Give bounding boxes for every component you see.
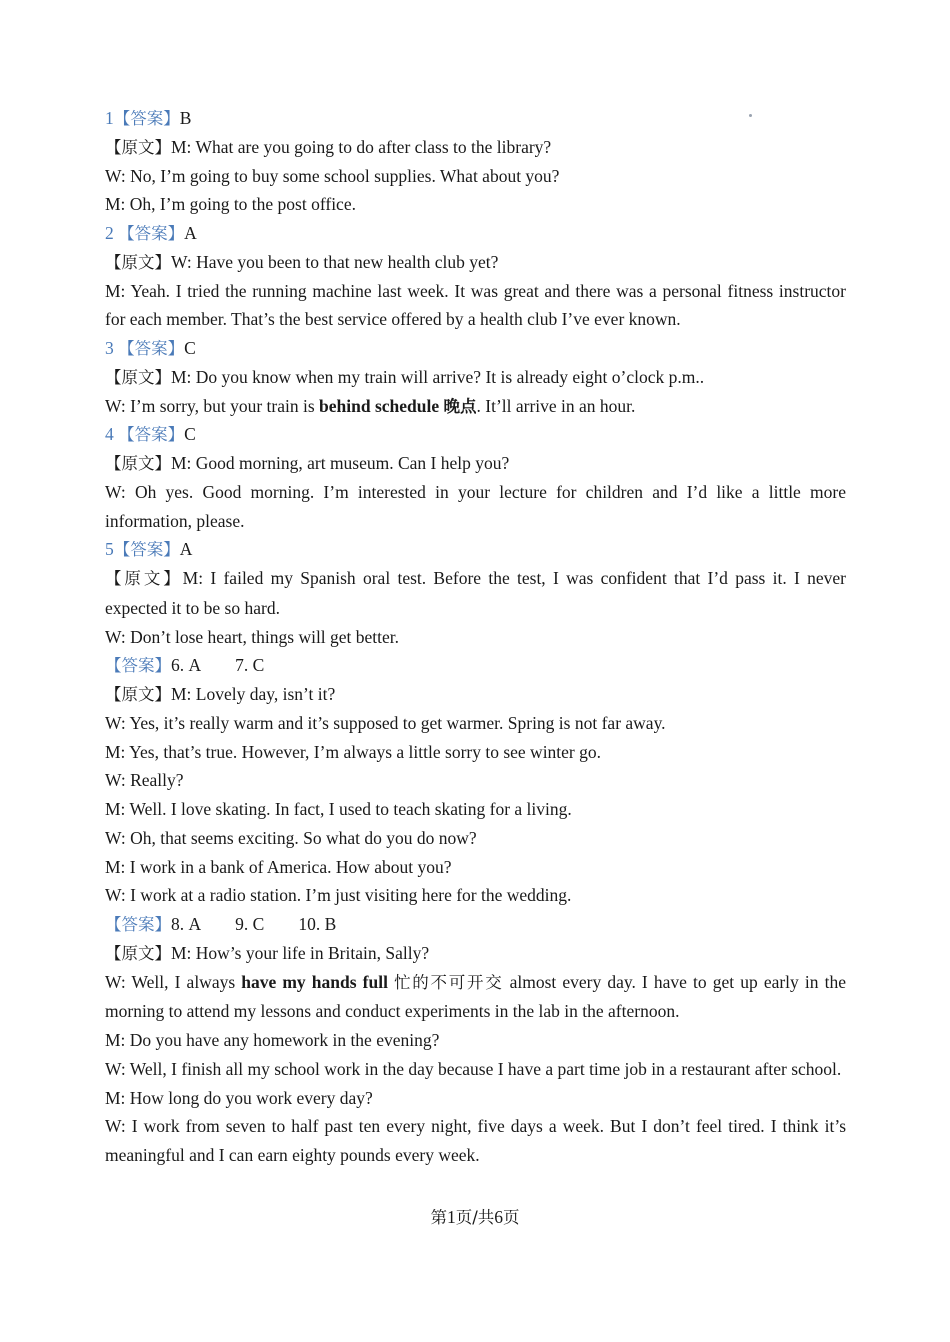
transcript-line: W: I work at a radio station. I’m just visiting here for the wedding.: [105, 885, 572, 906]
answer-value: B: [179, 108, 192, 128]
transcript-tag: 【原文】: [105, 943, 171, 963]
transcript-line: 【原文】W: Have you been to that new health club yet?: [105, 251, 499, 272]
answer-value: 6. A: [171, 655, 202, 676]
transcript-tag: 【原文】: [105, 569, 183, 588]
transcript-paragraph: W: I work from seven to half past ten every night, five days a week. But I don’t feel tired. I think it’s meaningful and I can earn eighty pounds every week.: [105, 1116, 846, 1165]
transcript-line: M: I work in a bank of America. How about you?: [105, 856, 452, 877]
current-page-number: 1: [446, 1207, 456, 1227]
question-number: 5: [105, 539, 114, 560]
key-phrase: have my hands full: [241, 971, 395, 992]
transcript-paragraph: W: Well, I always have my hands full 忙的不可开交 almost every day. I have to get up early in the morning to attend my lessons and conduct experiments in the lab in the afternoon.: [105, 971, 847, 1022]
transcript-line: W: No, I’m going to buy some school supplies. What about you?: [105, 165, 560, 186]
transcript-paragraph: W: Oh yes. Good morning. I’m interested in your lecture for children and I’d like a little more information, please.: [105, 481, 846, 531]
answer-value: 7. C: [235, 655, 265, 676]
transcript-line: W: Really?: [105, 770, 184, 791]
total-page-count: 6: [494, 1207, 504, 1227]
answer-line-8-10: [105, 910, 846, 939]
transcript-line: 【原文】M: What are you going to do after class to the library?: [105, 136, 552, 157]
transcript-paragraph: W: Well, I finish all my school work in the day because I have a part time job in a restaurant after school.: [105, 1058, 842, 1079]
transcript-line: 【原文】M: Lovely day, isn’t it?: [105, 684, 336, 704]
answer-line-6-7: [105, 651, 846, 680]
transcript-line: W: Yes, it’s really warm and it’s supposed to get warmer. Spring is not far away.: [105, 712, 666, 733]
page-footer: 第1页/共6页: [430, 1207, 520, 1227]
transcript-line: M: Oh, I’m going to the post office.: [105, 194, 356, 215]
answer-line-5: [105, 535, 846, 564]
answer-line-4: [105, 420, 846, 449]
answer-value: A: [179, 539, 193, 560]
transcript-line: 【原文】M: Good morning, art museum. Can I help you?: [105, 453, 510, 473]
answer-tag: 【答案】: [105, 656, 171, 676]
answer-tag: 【答案】: [105, 915, 171, 934]
transcript-paragraph: M: Yeah. I tried the running machine last week. It was great and there was a personal fitness instructor for each member. That’s the best service offered by a health club I’ve ever known.: [105, 280, 846, 330]
transcript-line: M: Well. I love skating. In fact, I used to teach skating for a living.: [105, 799, 572, 819]
key-phrase-translation: 晚点: [443, 396, 477, 416]
transcript-tag: 【原文】: [105, 252, 171, 272]
question-number: 4: [105, 424, 119, 445]
transcript-paragraph: 【原文】M: I failed my Spanish oral test. Before the test, I was confident that I’d pass it. I never expected it to be so hard.: [105, 568, 846, 618]
answer-value: C: [184, 338, 196, 358]
answer-value: 9. C: [235, 914, 265, 934]
answer-value: A: [184, 223, 197, 243]
answer-value: 8. A: [171, 914, 202, 934]
answer-value: 10. B: [298, 914, 337, 934]
question-number: 1: [105, 108, 114, 128]
transcript-tag: 【原文】: [105, 685, 171, 704]
answer-value: C: [184, 424, 196, 445]
document-body: [105, 104, 846, 1170]
answer-tag: 【答案】: [113, 540, 180, 560]
answer-line-2: [105, 219, 846, 248]
key-phrase: behind schedule: [319, 395, 444, 416]
question-number: 2: [105, 223, 119, 243]
transcript-tag: 【原文】: [105, 454, 171, 473]
transcript-line: M: Do you have any homework in the evening?: [105, 1030, 440, 1050]
answer-tag: 【答案】: [118, 224, 185, 243]
transcript-line: W: Oh, that seems exciting. So what do you do now?: [105, 827, 477, 848]
key-phrase-translation: 忙的不可开交: [394, 972, 504, 992]
question-number: 3: [105, 338, 119, 358]
answer-line-1: [105, 104, 846, 133]
transcript-line: W: I’m sorry, but your train is behind schedule 晚点. It’ll arrive in an hour.: [105, 395, 636, 416]
answer-tag: 【答案】: [118, 425, 185, 445]
transcript-line: 【原文】M: Do you know when my train will arrive? It is already eight o’clock p.m..: [105, 366, 705, 387]
transcript-line: 【原文】M: How’s your life in Britain, Sally?: [105, 942, 430, 963]
transcript-tag: 【原文】: [105, 137, 171, 157]
answer-line-3: [105, 334, 846, 363]
answer-tag: 【答案】: [118, 339, 185, 358]
transcript-tag: 【原文】: [105, 367, 171, 387]
transcript-line: M: Yes, that’s true. However, I’m always a little sorry to see winter go.: [105, 741, 602, 762]
transcript-line: W: Don’t lose heart, things will get better.: [105, 626, 400, 647]
answer-tag: 【答案】: [113, 109, 180, 128]
transcript-line: M: How long do you work every day?: [105, 1087, 373, 1108]
